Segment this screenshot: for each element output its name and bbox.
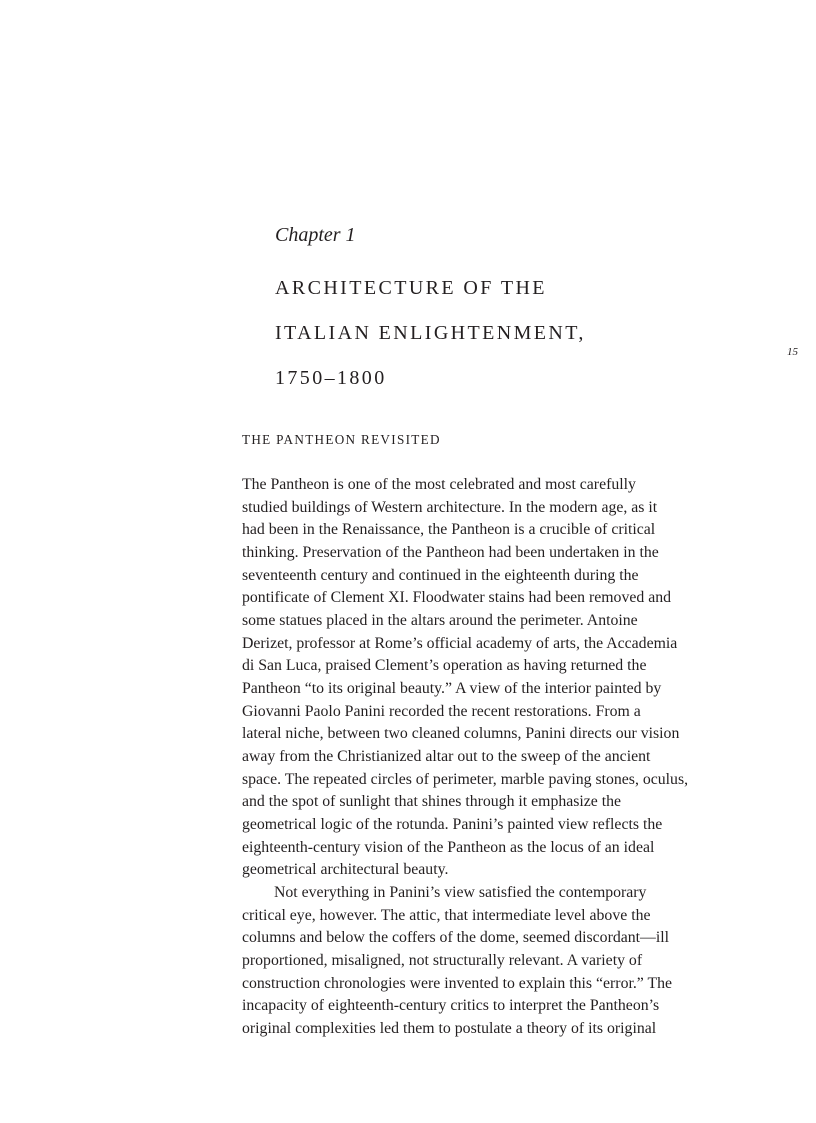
chapter-label: Chapter 1 — [275, 224, 356, 246]
text-line: away from the Christianized altar out to the sweep of the ancient — [242, 748, 651, 766]
body-text — [242, 474, 742, 1041]
text-line: Not everything in Panini’s view satisfied the contemporary — [274, 884, 647, 902]
text-line: geometrical architectural beauty. — [242, 861, 449, 879]
page-number: 15 — [787, 346, 798, 358]
paragraph — [242, 474, 742, 882]
text-line: construction chronologies were invented to explain this “error.” The — [242, 974, 673, 992]
text-line: original complexities led them to postulate a theory of its original — [242, 1020, 657, 1038]
text-line: columns and below the coffers of the dome, seemed discordant—ill — [242, 929, 669, 947]
text-line: incapacity of eighteenth-century critics to interpret the Pantheon’s — [242, 997, 660, 1015]
text-line: di San Luca, praised Clement’s operation as having returned the — [242, 657, 647, 675]
text-line: thinking. Preservation of the Pantheon had been undertaken in the — [242, 544, 659, 562]
text-line: studied buildings of Western architecture. In the modern age, as it — [242, 498, 658, 516]
text-line: eighteenth-century vision of the Pantheon as the locus of an ideal — [242, 838, 655, 856]
text-line: The Pantheon is one of the most celebrated and most carefully — [242, 476, 636, 493]
text-line: geometrical logic of the rotunda. Panini’s painted view reflects the — [242, 816, 663, 834]
text-line: critical eye, however. The attic, that intermediate level above the — [242, 906, 651, 924]
text-line: Pantheon “to its original beauty.” A view of the interior painted by — [242, 680, 662, 698]
paragraph — [242, 882, 742, 1041]
chapter-title-line: ARCHITECTURE OF THE — [275, 277, 547, 299]
text-line: some statues placed in the altars around the perimeter. Antoine — [242, 612, 638, 630]
text-line: lateral niche, between two cleaned columns, Panini directs our vision — [242, 725, 680, 743]
section-heading: THE PANTHEON REVISITED — [242, 432, 441, 447]
chapter-title-line: ITALIAN ENLIGHTENMENT, — [275, 322, 586, 344]
text-line: Giovanni Paolo Panini recorded the recent restorations. From a — [242, 702, 641, 720]
chapter-title-line: 1750–1800 — [275, 367, 387, 389]
text-line: seventeenth century and continued in the eighteenth during the — [242, 566, 639, 584]
text-line: space. The repeated circles of perimeter, marble paving stones, oculus, — [242, 770, 689, 788]
text-line: and the spot of sunlight that shines through it emphasize the — [242, 793, 622, 811]
text-line: pontificate of Clement XI. Floodwater stains had been removed and — [242, 589, 672, 607]
chapter-title — [275, 266, 586, 401]
text-line: Derizet, professor at Rome’s official academy of arts, the Accademia — [242, 634, 678, 652]
text-line: had been in the Renaissance, the Pantheon is a crucible of critical — [242, 521, 656, 539]
text-line: proportioned, misaligned, not structurally relevant. A variety of — [242, 952, 643, 970]
